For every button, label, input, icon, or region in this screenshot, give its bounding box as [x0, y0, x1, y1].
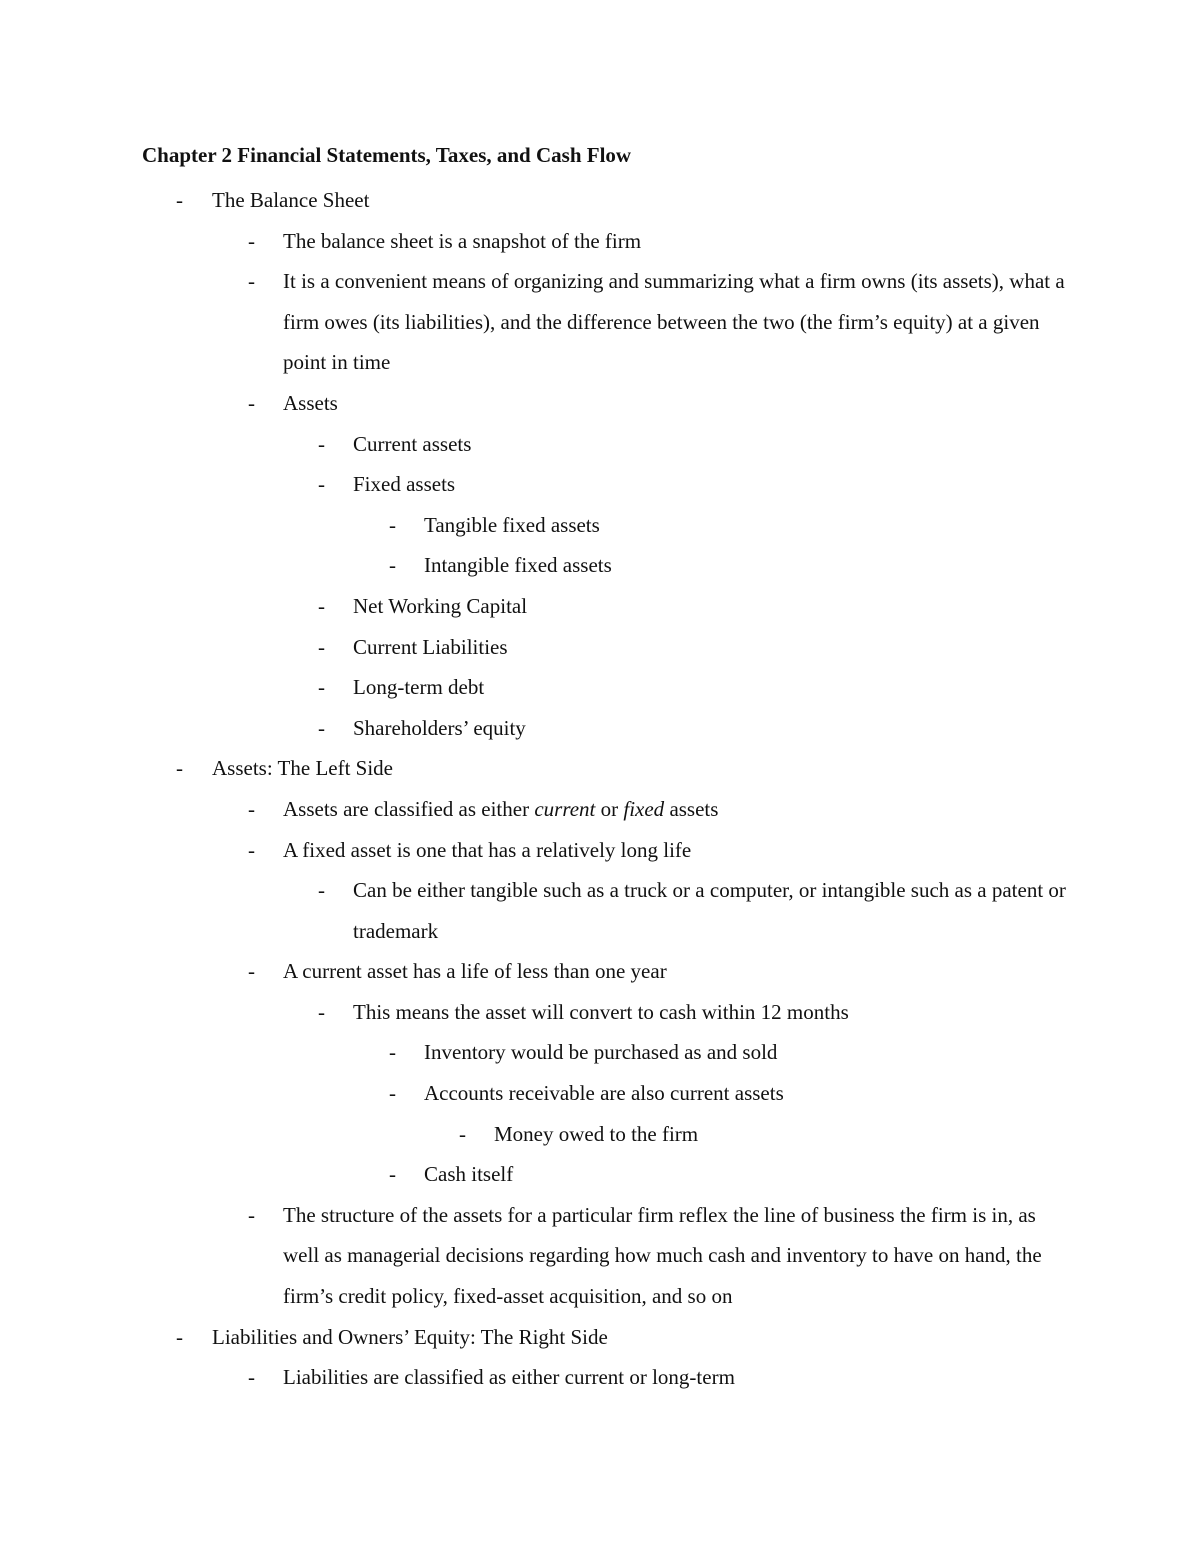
list-item	[0, 424, 1200, 465]
list-item-text: A fixed asset is one that has a relatively long life	[283, 837, 692, 862]
bullet-dash: -	[248, 228, 255, 253]
bullet-dash: -	[459, 1121, 466, 1146]
list-item	[0, 1032, 1200, 1073]
list-item-text: The balance sheet is a snapshot of the firm	[283, 228, 642, 253]
text-segment: assets	[664, 796, 719, 821]
bullet-dash: -	[389, 1081, 396, 1106]
list-item	[0, 383, 1200, 424]
bullet-dash: -	[176, 1324, 183, 1349]
list-item	[0, 992, 1200, 1033]
list-item-text: Assets	[283, 390, 338, 415]
list-item	[0, 708, 1200, 749]
list-item	[0, 1154, 1200, 1195]
list-item-text: Liabilities are classified as either current or long-term	[283, 1365, 735, 1390]
list-item	[0, 180, 1200, 221]
list-item	[0, 667, 1200, 708]
list-item	[0, 221, 1200, 262]
list-item-text	[283, 789, 1073, 830]
bullet-dash: -	[389, 1162, 396, 1187]
list-item	[0, 627, 1200, 668]
bullet-dash: -	[389, 1040, 396, 1065]
list-item	[0, 261, 1200, 383]
italic-term: fixed	[623, 796, 665, 821]
bullet-dash: -	[176, 756, 183, 781]
bullet-dash: -	[248, 390, 255, 415]
list-item	[0, 830, 1200, 871]
list-item-text: Shareholders’ equity	[353, 715, 526, 740]
list-item	[0, 951, 1200, 992]
bullet-dash: -	[318, 593, 325, 618]
bullet-dash: -	[318, 431, 325, 456]
bullet-dash: -	[176, 188, 183, 212]
list-item-text: Tangible fixed assets	[424, 512, 600, 537]
list-item	[0, 1357, 1200, 1398]
list-item	[0, 545, 1200, 586]
list-item-text: Current assets	[353, 431, 472, 456]
bullet-dash: -	[318, 878, 325, 903]
list-item-text: The structure of the assets for a particular firm reflex the line of business the firm is in, as well as managerial decisions regarding how much cash and inventory to have on hand, the firm’s credit policy, fixed-asset acquisition, and so on	[283, 1202, 1042, 1309]
list-item-text: Current Liabilities	[353, 634, 508, 659]
bullet-dash: -	[318, 715, 325, 740]
list-item-text: The Balance Sheet	[212, 188, 370, 212]
list-item-text: Cash itself	[424, 1162, 514, 1187]
list-item	[0, 870, 1200, 951]
bullet-dash: -	[318, 675, 325, 700]
list-item-text: This means the asset will convert to cash within 12 months	[353, 999, 849, 1024]
list-item	[0, 1114, 1200, 1155]
bullet-dash: -	[248, 1365, 255, 1390]
list-item	[0, 505, 1200, 546]
bullet-dash: -	[248, 1202, 255, 1227]
bullet-dash: -	[318, 999, 325, 1024]
list-item-text: Can be either tangible such as a truck or a computer, or intangible such as a patent or trademark	[353, 878, 1066, 943]
bullet-dash: -	[318, 472, 325, 497]
list-item-text: Money owed to the firm	[494, 1121, 699, 1146]
list-item-text: Accounts receivable are also current assets	[424, 1081, 784, 1106]
outline-list	[0, 180, 1200, 1398]
list-item-text: Liabilities and Owners’ Equity: The Right Side	[212, 1324, 608, 1349]
italic-term: current	[534, 796, 596, 821]
bullet-dash: -	[248, 837, 255, 862]
list-item	[0, 748, 1200, 789]
list-item-text: Long-term debt	[353, 675, 485, 700]
list-item-text: Assets: The Left Side	[212, 756, 394, 781]
bullet-dash: -	[248, 796, 255, 821]
text-segment: Assets are classified as either	[283, 796, 535, 821]
list-item-text: Fixed assets	[353, 472, 456, 497]
list-item-text: Inventory would be purchased as and sold	[424, 1040, 778, 1065]
bullet-dash: -	[389, 512, 396, 537]
bullet-dash: -	[248, 269, 255, 294]
list-item	[0, 464, 1200, 505]
list-item	[0, 1195, 1200, 1317]
bullet-dash: -	[318, 634, 325, 659]
list-item	[0, 789, 1200, 830]
list-item-text: It is a convenient means of organizing and summarizing what a firm owns (its assets), what a firm owes (its liabilities), and the difference between the two (the firm’s equity) at a given point in time	[283, 269, 1065, 375]
list-item-text: Intangible fixed assets	[424, 553, 612, 578]
list-item	[0, 1317, 1200, 1358]
list-item	[0, 586, 1200, 627]
text-segment: or	[595, 796, 624, 821]
list-item-text: A current asset has a life of less than one year	[283, 959, 667, 984]
list-item-text: Net Working Capital	[353, 593, 528, 618]
chapter-title: Chapter 2 Financial Statements, Taxes, and Cash Flow	[142, 143, 632, 167]
bullet-dash: -	[389, 553, 396, 578]
bullet-dash: -	[248, 959, 255, 984]
list-item	[0, 1073, 1200, 1114]
